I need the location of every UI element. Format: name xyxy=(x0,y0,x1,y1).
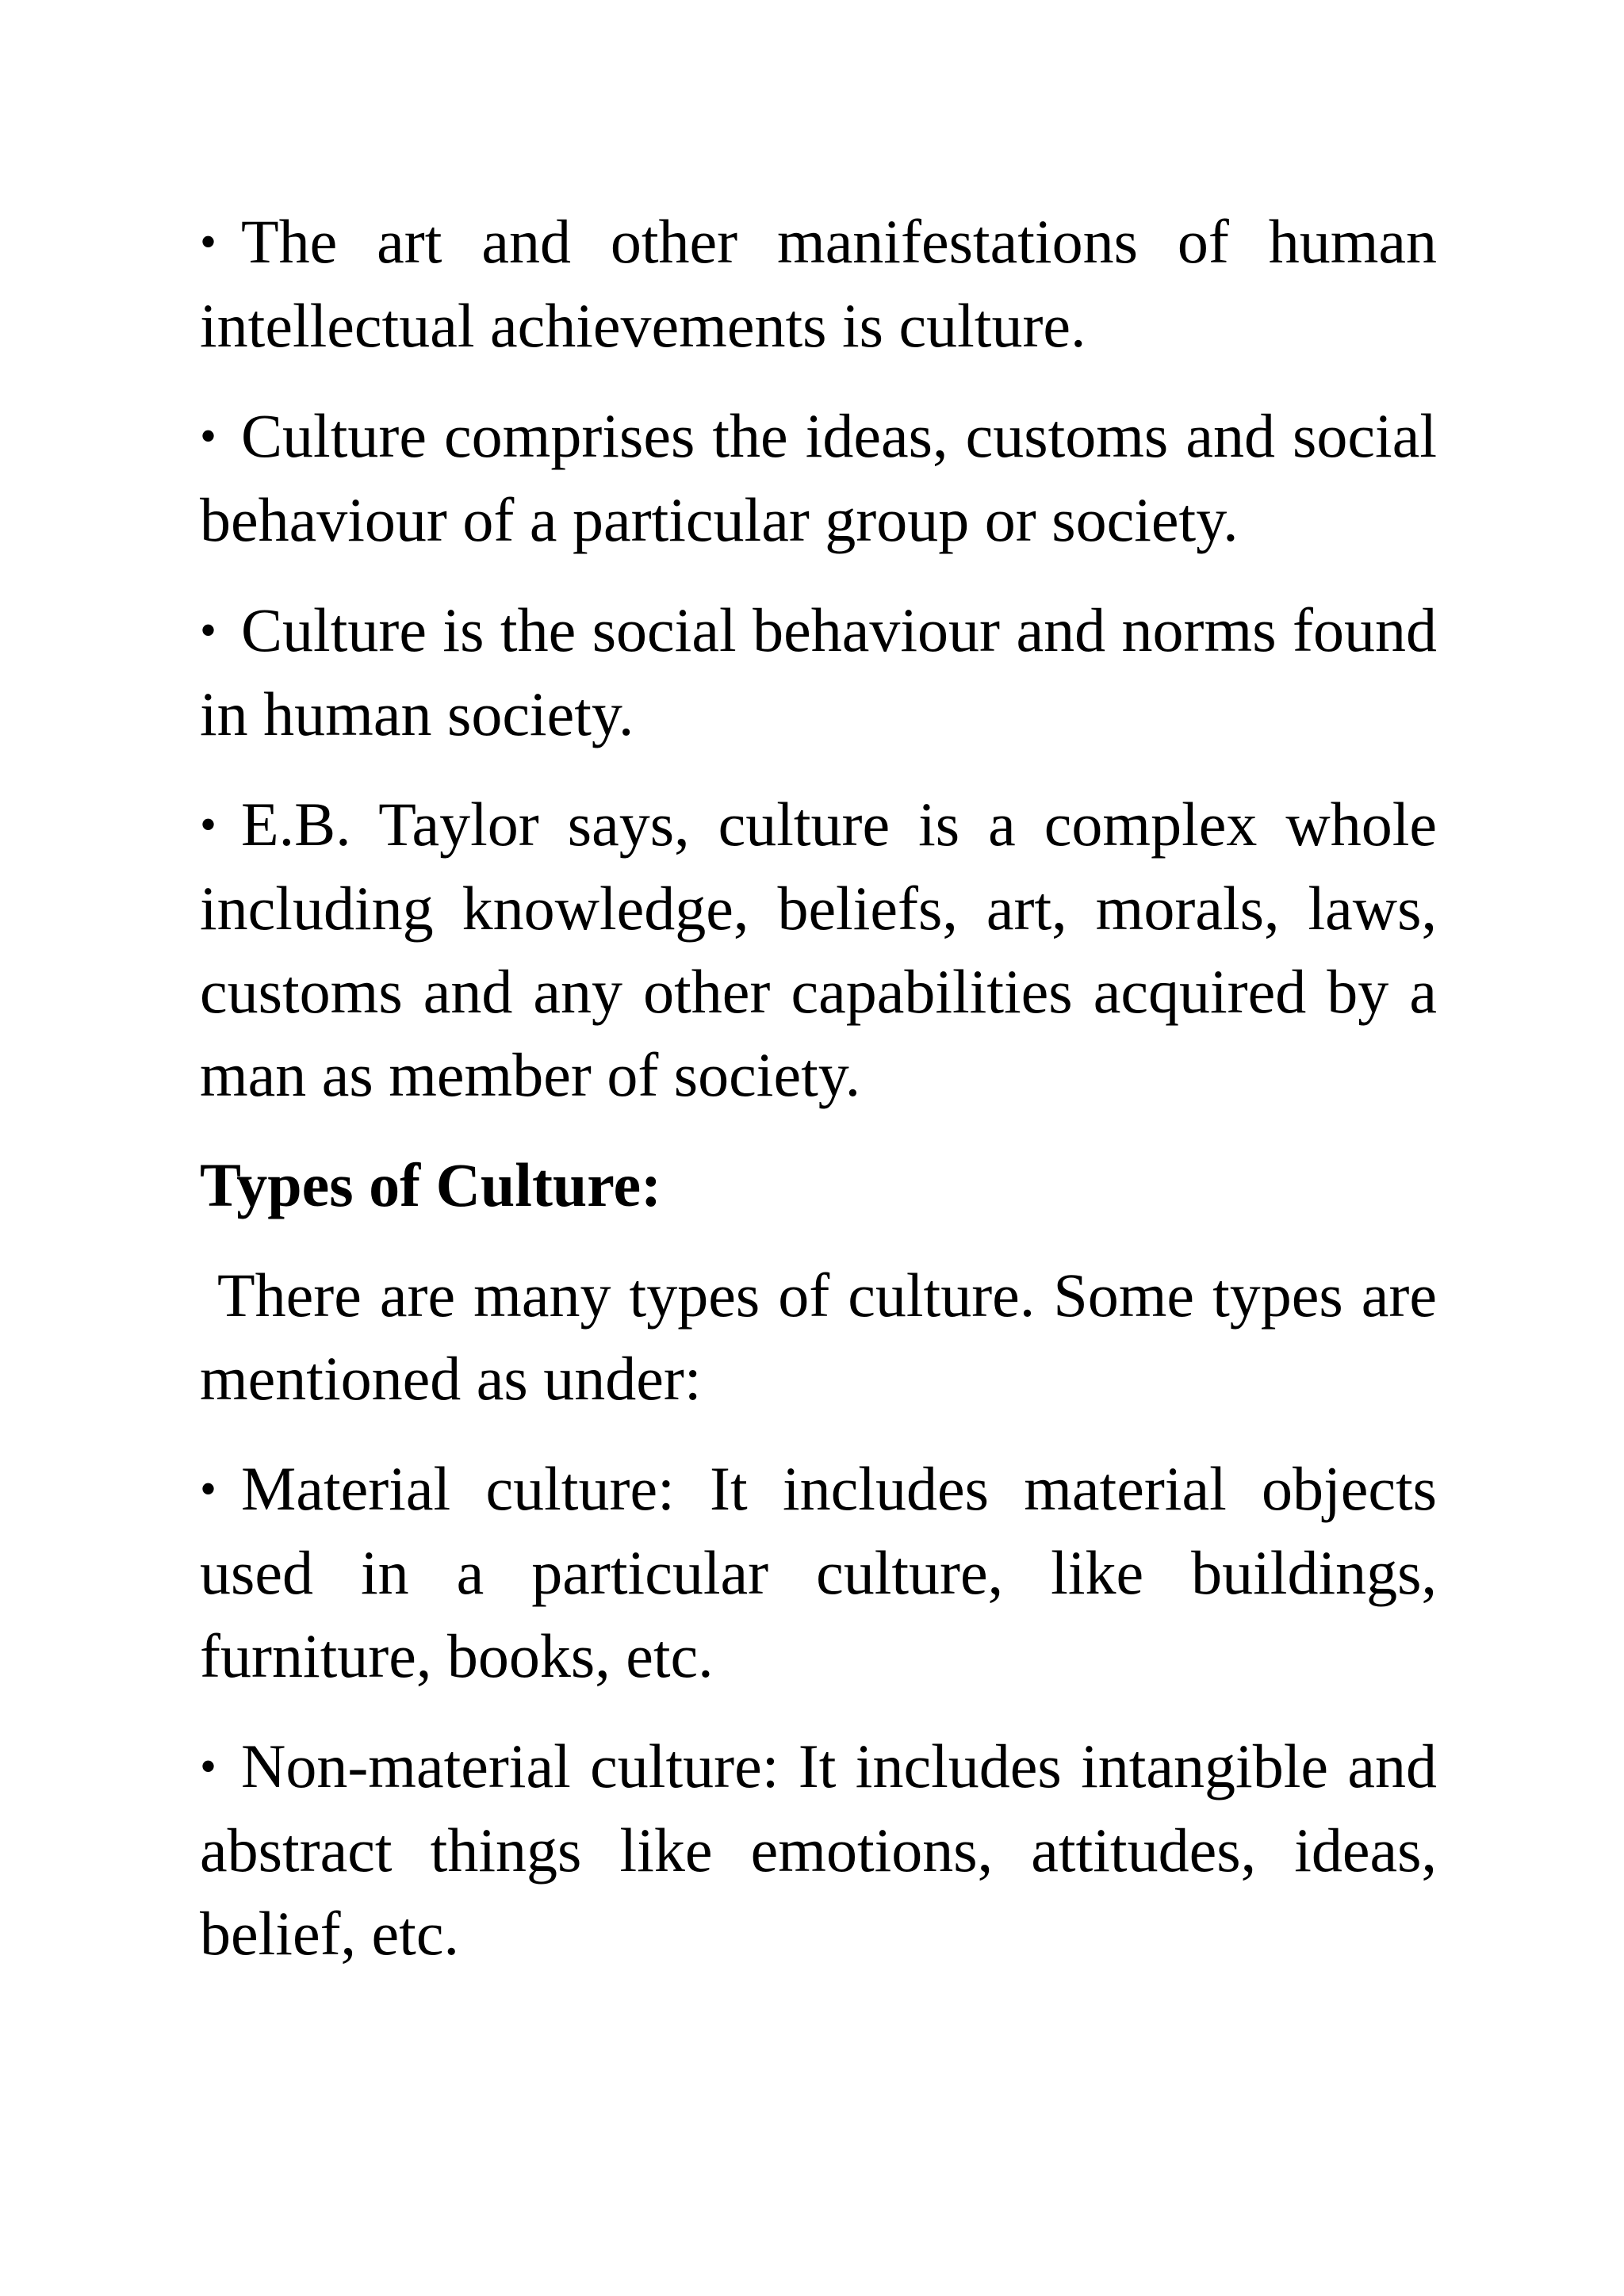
bullet-text: Non-material culture: It includes intangible and abstract things like emotions, attitudes, ideas, belief, etc. xyxy=(200,1732,1437,1968)
bullet-text: Culture is the social behaviour and norms found in human society. xyxy=(200,595,1437,748)
bullet-text: Culture comprises the ideas, customs and social behaviour of a particular group or society. xyxy=(200,401,1437,554)
bullet-icon: • xyxy=(200,216,217,268)
bullet-text: The art and other manifestations of human intellectual achievements is culture. xyxy=(200,207,1437,360)
bullet-paragraph xyxy=(200,588,1437,756)
bullet-text: E.B. Taylor says, culture is a complex whole including knowledge, beliefs, art, morals, laws, customs and any other capabilities acquired by a man as member of society. xyxy=(200,790,1437,1109)
bullet-text: Material culture: It includes material objects used in a particular culture, like buildings, furniture, books, etc. xyxy=(200,1454,1437,1690)
bullet-icon: • xyxy=(200,604,217,656)
bullet-icon: • xyxy=(200,1740,217,1793)
section-intro: There are many types of culture. Some types are mentioned as under: xyxy=(200,1261,1437,1413)
document-page xyxy=(200,200,1437,2002)
section-heading: Types of Culture: xyxy=(200,1150,662,1219)
bullet-icon: • xyxy=(200,1463,217,1515)
bullet-icon: • xyxy=(200,410,217,462)
bullet-paragraph xyxy=(200,200,1437,367)
bullet-paragraph xyxy=(200,1724,1437,1975)
bullet-paragraph xyxy=(200,1447,1437,1697)
bullet-paragraph xyxy=(200,783,1437,1116)
bullet-paragraph xyxy=(200,394,1437,561)
bullet-icon: • xyxy=(200,798,217,851)
